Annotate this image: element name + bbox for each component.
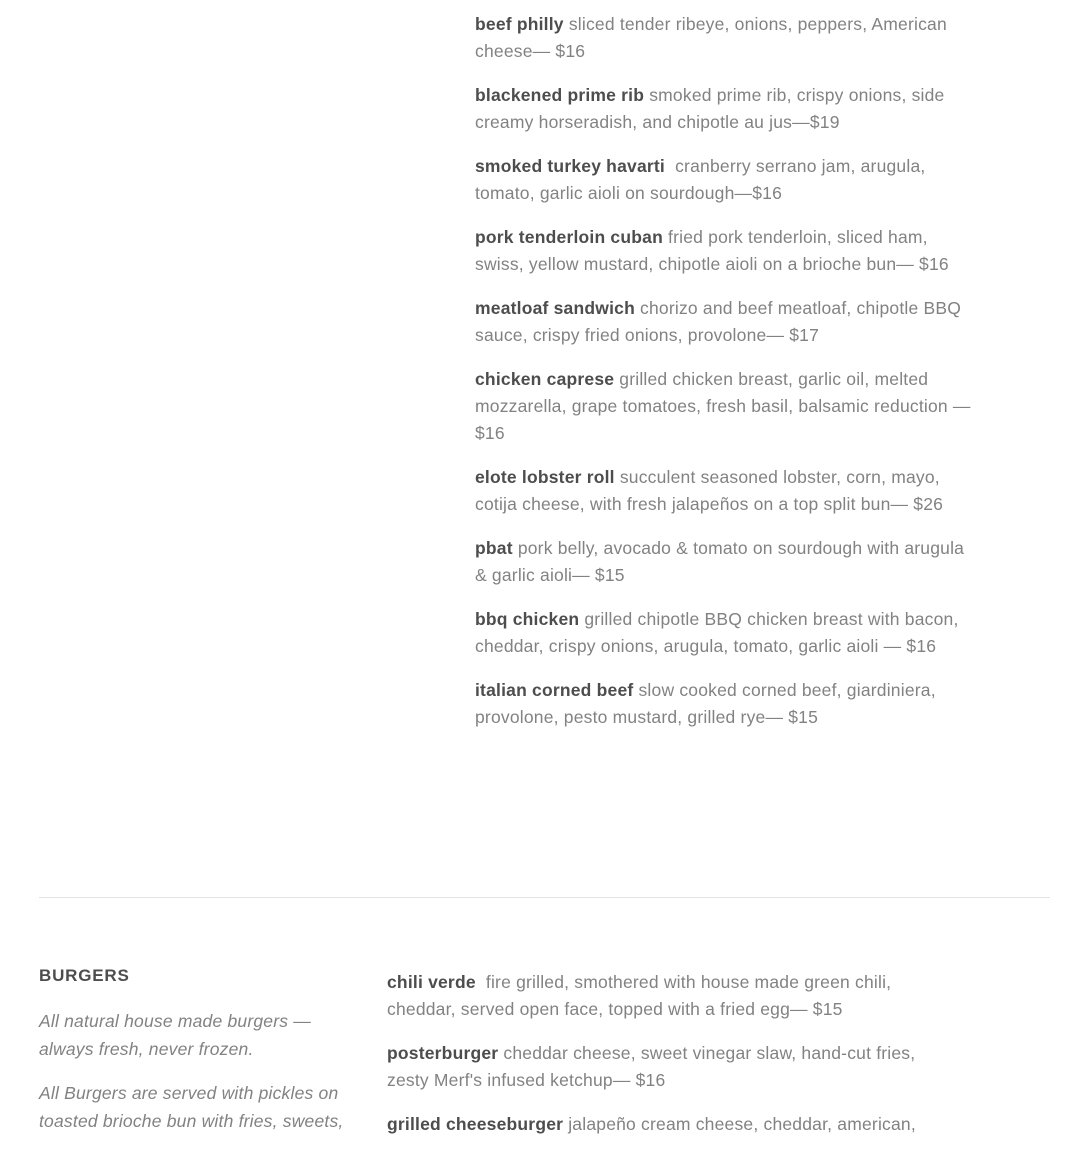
- menu-item-description: pork belly, avocado & tomato on sourdough with arugula & garlic aioli— $15: [475, 538, 965, 585]
- menu-item-pork-tenderloin-cuban: [475, 224, 975, 278]
- menu-item-description: smoked prime rib, crispy onions, side creamy horseradish, and chipotle au jus—$19: [475, 85, 945, 132]
- menu-item-bbq-chicken: [475, 606, 975, 660]
- menu-item-name: beef philly: [475, 14, 564, 34]
- menu-item-name: posterburger: [387, 1043, 499, 1063]
- menu-item-chicken-caprese: [475, 366, 975, 447]
- burgers-items-column: [387, 969, 952, 1155]
- menu-item-description: fried pork tenderloin, sliced ham, swiss, yellow mustard, chipotle aioli on a brioche bun— $16: [475, 227, 949, 274]
- burgers-note-served-with: All Burgers are served with pickles on toasted brioche bun with fries, sweets,: [39, 1083, 344, 1131]
- menu-item-name: italian corned beef: [475, 680, 634, 700]
- menu-item-name: blackened prime rib: [475, 85, 645, 105]
- menu-item-description: slow cooked corned beef, giardiniera, provolone, pesto mustard, grilled rye— $15: [475, 680, 936, 727]
- menu-item-beef-philly: [475, 11, 975, 65]
- section-divider: [39, 897, 1050, 898]
- menu-item-description: grilled chipotle BBQ chicken breast with bacon, cheddar, crispy onions, arugula, tomato, garlic aioli — $16: [475, 609, 959, 656]
- menu-item-name: chicken caprese: [475, 369, 615, 389]
- burgers-note-fresh: All natural house made burgers — always fresh, never frozen.: [39, 1011, 311, 1059]
- menu-item-meatloaf-sandwich: [475, 295, 975, 349]
- menu-item-description: grilled chicken breast, garlic oil, melted mozzarella, grape tomatoes, fresh basil, balsamic reduction —$16: [475, 369, 971, 443]
- burgers-section-heading: BURGERS: [39, 966, 130, 985]
- menu-item-name: bbq chicken: [475, 609, 580, 629]
- menu-item-posterburger: [387, 1040, 952, 1094]
- menu-item-name: elote lobster roll: [475, 467, 615, 487]
- menu-item-name: pbat: [475, 538, 513, 558]
- menu-item-description: sliced tender ribeye, onions, peppers, American cheese— $16: [475, 14, 947, 61]
- menu-item-description: jalapeño cream cheese, cheddar, american,: [568, 1114, 916, 1134]
- menu-item-description: chorizo and beef meatloaf, chipotle BBQ sauce, crispy fried onions, provolone— $17: [475, 298, 962, 345]
- menu-item-description: succulent seasoned lobster, corn, mayo, cotija cheese, with fresh jalapeños on a top split bun— $26: [475, 467, 944, 514]
- menu-item-name: meatloaf sandwich: [475, 298, 635, 318]
- menu-item-name: chili verde: [387, 972, 476, 992]
- menu-item-italian-corned-beef: [475, 677, 975, 731]
- menu-item-name: grilled cheeseburger: [387, 1114, 564, 1134]
- sandwiches-section: [475, 11, 975, 748]
- menu-item-grilled-cheeseburger: [387, 1111, 952, 1138]
- menu-item-description: fire grilled, smothered with house made green chili, cheddar, served open face, topped with a fried egg— $15: [387, 972, 892, 1019]
- menu-item-description: cranberry serrano jam, arugula, tomato, garlic aioli on sourdough—$16: [475, 156, 926, 203]
- menu-item-elote-lobster-roll: [475, 464, 975, 518]
- burgers-intro-column: [39, 966, 346, 1152]
- menu-item-name: smoked turkey havarti: [475, 156, 665, 176]
- menu-item-description: cheddar cheese, sweet vinegar slaw, hand-cut fries, zesty Merf's infused ketchup— $16: [387, 1043, 916, 1090]
- menu-item-blackened-prime-rib: [475, 82, 975, 136]
- menu-item-chili-verde: [387, 969, 952, 1023]
- menu-item-pbat: [475, 535, 975, 589]
- menu-item-name: pork tenderloin cuban: [475, 227, 663, 247]
- menu-item-smoked-turkey-havarti: [475, 153, 975, 207]
